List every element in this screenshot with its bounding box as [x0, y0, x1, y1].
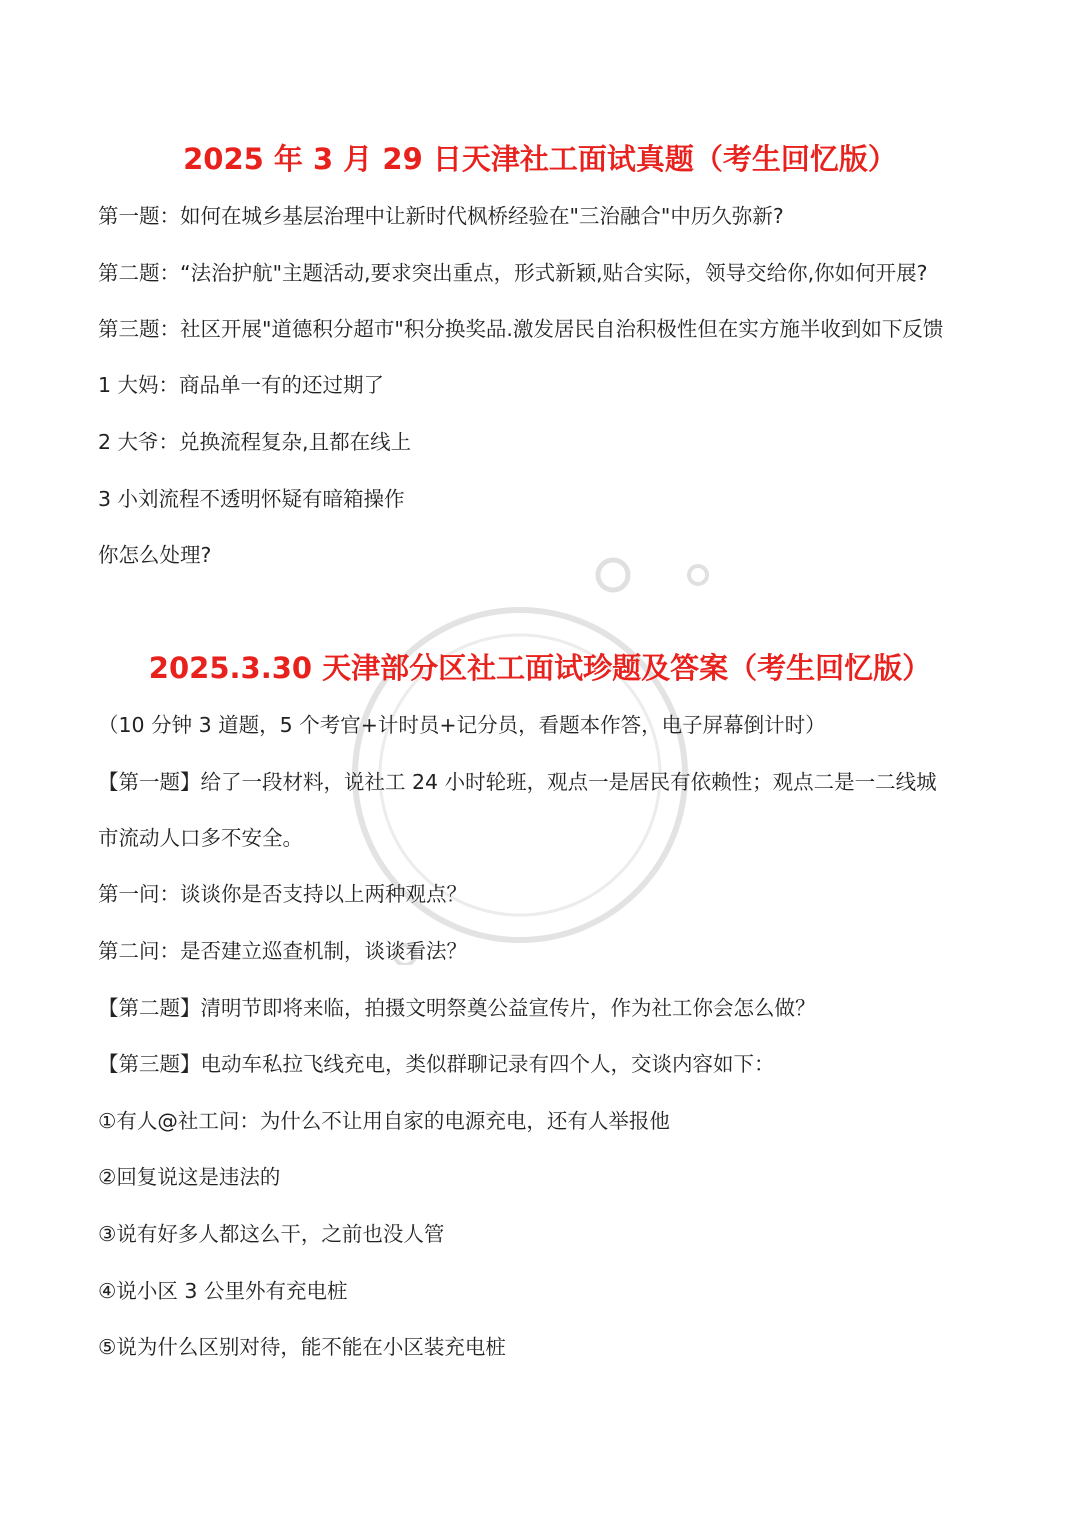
- section1-line-2: 第二题：“法治护航"主题活动,要求突出重点，形式新颖,贴合实际，领导交给你,你如何开展?: [98, 261, 928, 285]
- section2-line-1: （10 分钟 3 道题，5 个考官+计时员+记分员，看题本作答，电子屏幕倒计时）: [98, 713, 826, 737]
- section2-line-11: ④说小区 3 公里外有充电桩: [98, 1279, 348, 1303]
- section2-line-9: ②回复说这是违法的: [98, 1165, 281, 1189]
- section1-title: 2025 年 3 月 29 日天津社工面试真题（考生回忆版）: [183, 142, 897, 176]
- section2-line-12: ⑤说为什么区别对待，能不能在小区装充电桩: [98, 1335, 506, 1359]
- section2-line-5: 第二问：是否建立巡查机制，谈谈看法？: [98, 939, 467, 963]
- section2-line-10: ③说有好多人都这么干，之前也没人管: [98, 1222, 445, 1246]
- section1-line-5: 2 大爷：兑换流程复杂,且都在线上: [98, 430, 412, 454]
- section2-line-6: 【第二题】清明节即将来临，拍摄文明祭奠公益宣传片，作为社工你会怎么做？: [98, 996, 816, 1020]
- section2-line-8: ①有人@社工问：为什么不让用自家的电源充电，还有人举报他: [98, 1109, 670, 1133]
- section2-line-2: 【第一题】给了一段材料，说社工 24 小时轮班，观点一是居民有依赖性；观点二是一二线城: [98, 770, 937, 794]
- section2-line-3: 市流动人口多不安全。: [98, 826, 303, 850]
- section2-line-4: 第一问：谈谈你是否支持以上两种观点？: [98, 882, 467, 906]
- section1-line-7: 你怎么处理?: [98, 543, 212, 567]
- section1-line-4: 1 大妈：商品单一有的还过期了: [98, 373, 385, 397]
- section1-line-3: 第三题：社区开展"道德积分超市"积分换奖品.激发居民自治积极性但在实方施半收到如下反馈: [98, 317, 944, 341]
- section1-line-1: 第一题：如何在城乡基层治理中让新时代枫桥经验在"三治融合"中历久弥新?: [98, 204, 784, 228]
- section2-title: 2025.3.30 天津部分区社工面试珍题及答案（考生回忆版）: [148, 651, 932, 685]
- section2-line-7: 【第三题】电动车私拉飞线充电，类似群聊记录有四个人，交谈内容如下：: [98, 1052, 775, 1076]
- section1-line-6: 3 小刘流程不透明怀疑有暗箱操作: [98, 487, 405, 511]
